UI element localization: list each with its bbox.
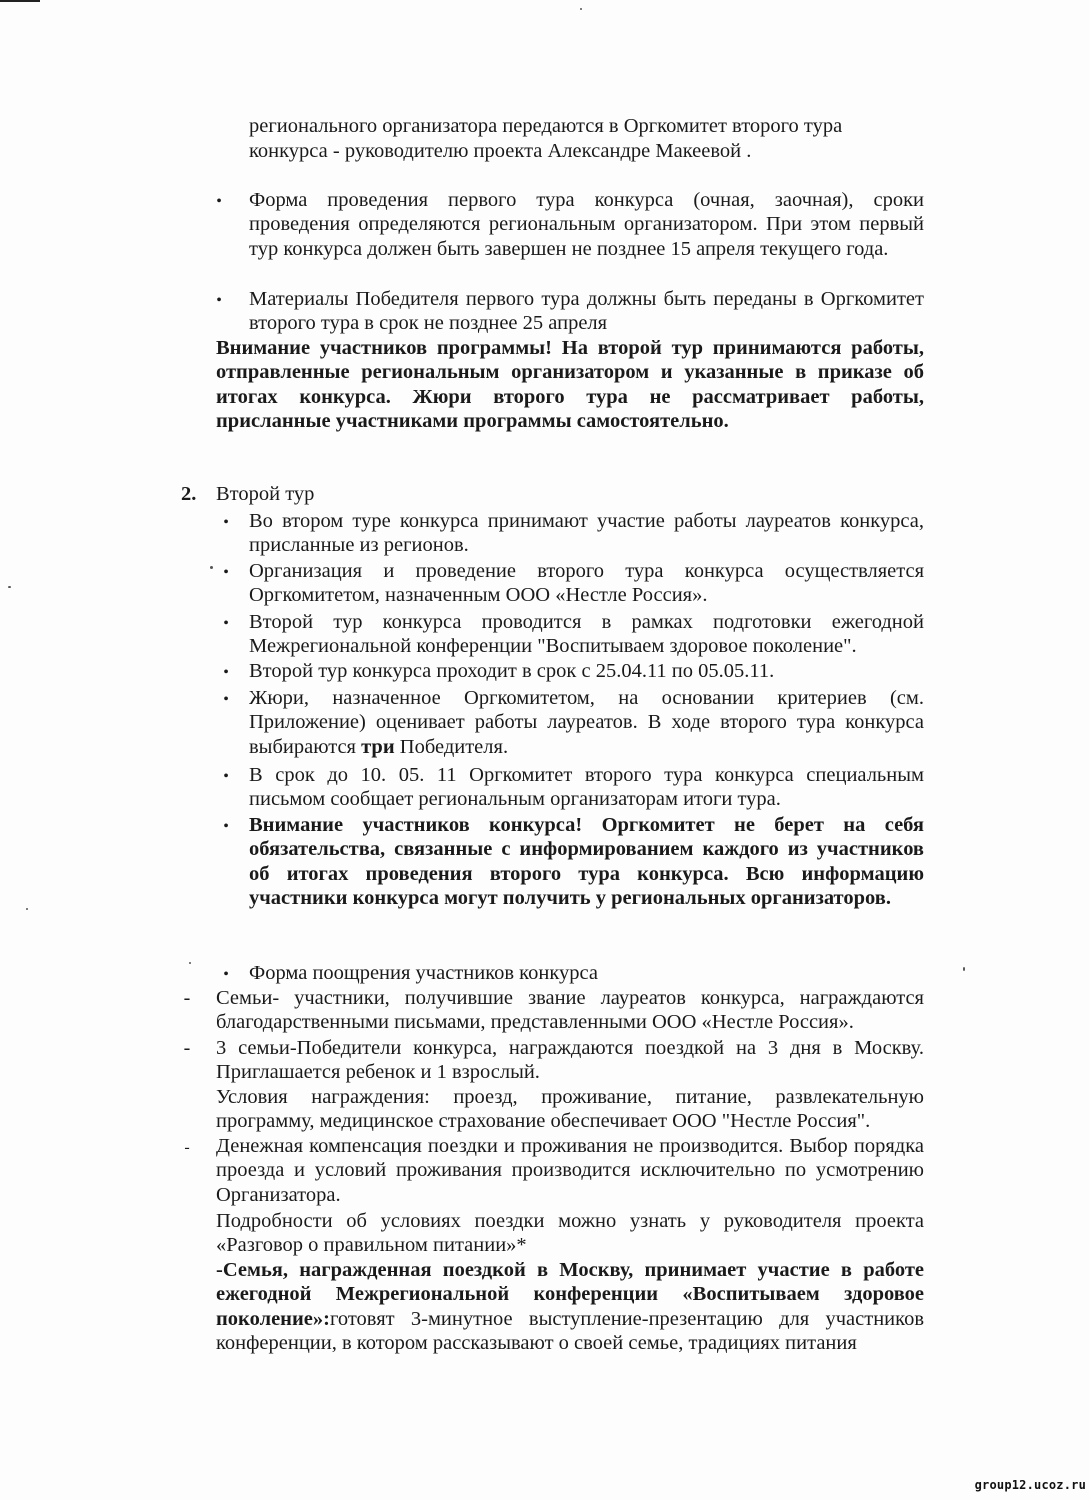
bullet-icon xyxy=(212,190,226,214)
family-regular-text: готовят 3-минутное выступление-презентацию для участников конференции, в котором рассказывают о своей семье, традициях питания xyxy=(216,1307,924,1354)
round2-bullet-dates: Второй тур конкурса проходит в срок с 25.04.11 по 05.05.11. xyxy=(249,660,775,682)
bullet-icon xyxy=(219,612,233,636)
bullet-icon xyxy=(219,765,233,789)
jury-count: три xyxy=(361,735,395,758)
bullet-icon xyxy=(219,511,233,535)
reward-compensation: Денежная компенсация поездки и проживания не производится. Выбор порядка проезда и условий проживания производится исключительно по усмотрению Организатора. xyxy=(216,1135,924,1206)
jury-text-end: Победителя. xyxy=(394,735,509,758)
scan-artifact-line xyxy=(0,0,40,2)
reward-laureates: Семьи- участники, получившие звание лауреатов конкурса, награждаются благодарственными письмами, представленными ООО «Нестле Россия». xyxy=(216,987,924,1034)
scan-speck xyxy=(26,908,28,910)
dash-marker: - xyxy=(184,1139,190,1156)
reward-conditions: Условия награждения: проезд, проживание, питание, развлекательную программу, медицинское страхование обеспечивает ООО "Нестле Россия". xyxy=(216,1086,924,1133)
intro-line-2: конкурса - руководителю проекта Александре Макеевой . xyxy=(249,140,752,162)
scan-speck xyxy=(8,586,11,588)
round2-bullet-participants: Во втором туре конкурса принимают участие работы лауреатов конкурса, присланные из регионов. xyxy=(249,510,924,557)
round1-bullet-form: Форма проведения первого тура конкурса (очная, заочная), сроки проведения определяются региональным организатором. При этом первый тур конкурса должен быть завершен не позднее 15 апреля текущего года. xyxy=(249,189,924,260)
bullet-icon xyxy=(212,289,226,313)
bullet-icon xyxy=(219,688,233,712)
section-title: Второй тур xyxy=(216,483,315,505)
section-number: 2. xyxy=(181,483,197,505)
scan-speck xyxy=(189,962,191,964)
attention-notice-2: Внимание участников конкурса! Оргкомитет не берет на себя обязательства, связанные с информированием каждого из участников об итогах проведения второго тура конкурса. Всю информацию участники конкурса могут получить у региональных организаторов. xyxy=(249,814,924,909)
round1-bullet-materials: Материалы Победителя первого тура должны быть переданы в Оргкомитет второго тура в срок не позднее 25 апреля xyxy=(249,288,924,335)
reward-form-title: Форма поощрения участников конкурса xyxy=(249,962,598,984)
jury-text: Жюри, назначенное Оргкомитетом, на основании критериев (см. Приложение) оценивает работы лауреатов. В ходе второго тура конкурса выбираются xyxy=(249,687,924,758)
round2-bullet-organization: Организация и проведение второго тура конкурса осуществляется Оргкомитетом, назначенным ООО «Нестле Россия». xyxy=(249,560,924,607)
bullet-icon xyxy=(219,661,233,685)
attention-notice-1: Внимание участников программы! На второй тур принимаются работы, отправленные региональным организатором и указанные в приказе об итогах конкурса. Жюри второго тура не рассматривает работы, присланные участниками программы самостоятельно. xyxy=(216,337,924,432)
dash-marker: - xyxy=(183,1037,191,1059)
round2-bullet-deadline: В срок до 10. 05. 11 Оргкомитет второго тура конкурса специальным письмом сообщает региональным организаторам итоги тура. xyxy=(249,764,924,811)
scan-speck xyxy=(210,566,213,569)
intro-line-1: регионального организатора передаются в Оргкомитет второго тура xyxy=(249,115,843,137)
scan-speck xyxy=(963,967,965,971)
site-watermark: group12.ucoz.ru xyxy=(974,1477,1086,1492)
reward-winners: 3 семьи-Победители конкурса, награждаются поездкой на 3 дня в Москву. Приглашается ребенок и 1 взрослый. xyxy=(216,1037,924,1084)
scan-speck xyxy=(580,8,582,10)
reward-family-conference xyxy=(216,1258,924,1355)
bullet-icon xyxy=(219,815,233,839)
dash-marker: - xyxy=(183,987,191,1009)
family-bold-text: -Семья, награжденная поездкой в Москву, принимает участие в работе ежегодной Межрегиональной конференции «Воспитываем здоровое поколение»: xyxy=(216,1259,924,1330)
round2-bullet-conference: Второй тур конкурса проводится в рамках подготовки ежегодной Межрегиональной конференции "Воспитываем здоровое поколение". xyxy=(249,611,924,658)
reward-details: Подробности об условиях поездки можно узнать у руководителя проекта «Разговор о правильном питании»* xyxy=(216,1210,924,1257)
bullet-icon xyxy=(219,963,233,987)
round2-bullet-jury xyxy=(249,686,924,759)
bullet-icon xyxy=(219,561,233,585)
